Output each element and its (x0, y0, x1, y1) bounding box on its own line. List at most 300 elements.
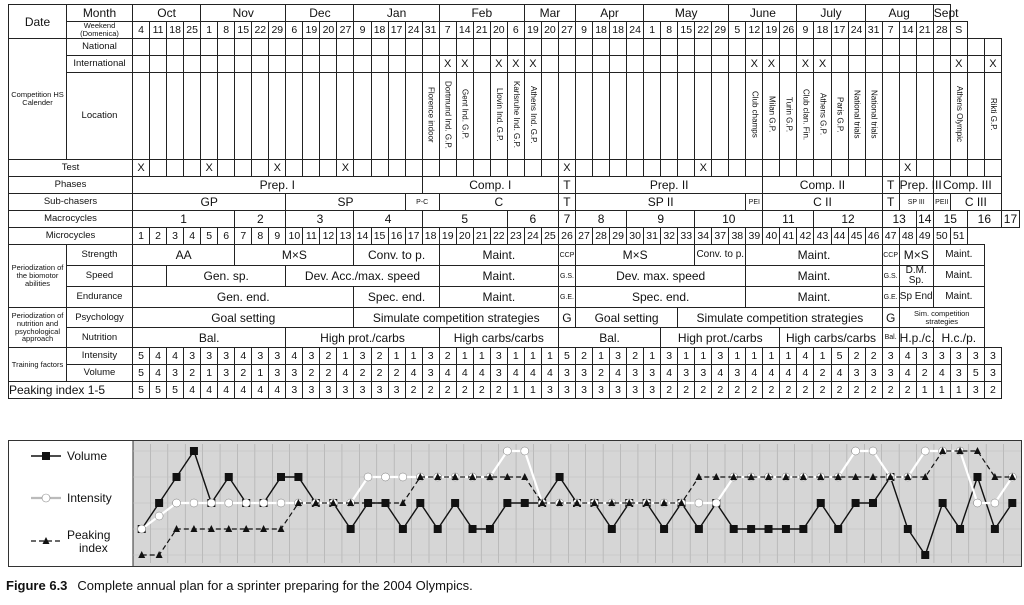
month-cell: July (797, 5, 865, 22)
location-cell (473, 73, 490, 160)
volume-cell: 4 (473, 365, 490, 382)
international-cell (541, 56, 558, 73)
volume-point (173, 473, 181, 481)
volume-cell: 3 (218, 365, 235, 382)
volume-point (782, 525, 790, 533)
national-cell (712, 39, 729, 56)
weekend-cell: 18 (814, 22, 831, 39)
volume-cell: 4 (150, 365, 167, 382)
biomotor-segment: Maint. (933, 245, 984, 266)
intensity-cell: 4 (286, 348, 303, 365)
microcycle-cell: 31 (644, 228, 661, 245)
intensity-cell: 1 (678, 348, 695, 365)
weekend-cell: 28 (933, 22, 950, 39)
peaking-cell: 2 (439, 382, 456, 399)
weekend-cell: 24 (405, 22, 422, 39)
nutrition-segment: G (882, 308, 899, 328)
test-cell (541, 160, 558, 177)
location-cell (337, 73, 354, 160)
intensity-cell: 3 (984, 348, 1001, 365)
nutrition-segment: Sim. competition strategies (899, 308, 984, 328)
weekend-cell: 29 (269, 22, 286, 39)
subphase-segment: C II (763, 194, 882, 211)
peaking-cell: 3 (644, 382, 661, 399)
location-cell (644, 73, 661, 160)
subphase-segment: T (882, 194, 899, 211)
international-cell: X (797, 56, 814, 73)
volume-point (939, 499, 947, 507)
biomotor-group-label: Periodization of the biomotor abilities (9, 245, 67, 308)
peaking-cell: 2 (763, 382, 780, 399)
location-cell (593, 73, 610, 160)
intensity-cell: 1 (507, 348, 524, 365)
phase-segment: Prep. I (133, 177, 423, 194)
test-cell (235, 160, 252, 177)
location-cell (576, 73, 593, 160)
volume-cell: 4 (337, 365, 354, 382)
nutrition-segment: Bal. (133, 328, 286, 348)
intensity-cell: 1 (524, 348, 541, 365)
intensity-cell: 2 (576, 348, 593, 365)
test-cell (456, 160, 473, 177)
test-cell (218, 160, 235, 177)
phase-segment: Comp. II (763, 177, 882, 194)
international-cell (967, 56, 984, 73)
national-cell (422, 39, 439, 56)
intensity-cell: 1 (729, 348, 746, 365)
microcycle-cell: 3 (167, 228, 184, 245)
subphase-segment: SP III (899, 194, 933, 211)
intensity-point (869, 447, 877, 455)
microcycle-cell: 20 (456, 228, 473, 245)
location-cell (252, 73, 269, 160)
location-cell (865, 73, 882, 160)
microcycle-cell: 6 (218, 228, 235, 245)
volume-cell: 4 (507, 365, 524, 382)
test-cell (712, 160, 729, 177)
national-cell (763, 39, 780, 56)
location-cell (507, 73, 524, 160)
intensity-point (852, 447, 860, 455)
national-cell (661, 39, 678, 56)
biomotor-segment: Maint. (439, 266, 558, 287)
month-header: Month (67, 5, 133, 22)
test-cell (865, 160, 882, 177)
volume-cell: 3 (644, 365, 661, 382)
test-cell: X (201, 160, 218, 177)
microcycle-cell: 17 (405, 228, 422, 245)
location-name: Dortmund Ind. G.P. (443, 80, 453, 149)
microcycle-cell: 44 (831, 228, 848, 245)
microcycle-cell: 12 (320, 228, 337, 245)
volume-cell: 2 (184, 365, 201, 382)
peaking-cell: 4 (184, 382, 201, 399)
test-cell (524, 160, 541, 177)
phase-segment: T (558, 177, 575, 194)
weekend-cell: 19 (303, 22, 320, 39)
national-cell (848, 39, 865, 56)
microcycle-cell: 29 (610, 228, 627, 245)
microcycle-cell: 23 (507, 228, 524, 245)
phases-label: Phases (9, 177, 133, 194)
peaking-label: Peaking index 1-5 (9, 382, 133, 399)
location-cell (541, 73, 558, 160)
figure-caption-text: Complete annual plan for a sprinter preparing for the 2004 Olympics. (77, 578, 473, 593)
volume-point (991, 525, 999, 533)
peaking-cell: 1 (916, 382, 933, 399)
volume-cell: 4 (899, 365, 916, 382)
intensity-point (242, 499, 250, 507)
intensity-cell: 1 (780, 348, 797, 365)
international-cell (252, 56, 269, 73)
peaking-point (156, 551, 163, 558)
weekend-cell: 21 (473, 22, 490, 39)
volume-cell: 3 (269, 365, 286, 382)
peaking-cell: 2 (422, 382, 439, 399)
intensity-cell: 3 (490, 348, 507, 365)
weekend-cell: 19 (524, 22, 541, 39)
weekend-cell: 14 (456, 22, 473, 39)
national-cell (729, 39, 746, 56)
volume-point (608, 525, 616, 533)
international-cell (916, 56, 933, 73)
microcycle-cell: 51 (950, 228, 967, 245)
national-cell (439, 39, 456, 56)
microcycle-cell: 16 (388, 228, 405, 245)
peaking-cell: 2 (797, 382, 814, 399)
volume-cell: 4 (439, 365, 456, 382)
international-cell (235, 56, 252, 73)
nutrition-segment: Bal. (882, 328, 899, 348)
nutrition-row (9, 328, 1020, 348)
intensity-cell: 2 (371, 348, 388, 365)
location-name: Gent Ind. G.P. (460, 89, 470, 140)
intensity-point (712, 499, 720, 507)
volume-cell: 2 (814, 365, 831, 382)
training-factors-label: Training factors (9, 348, 67, 382)
international-cell (661, 56, 678, 73)
international-cell (286, 56, 303, 73)
international-cell: X (950, 56, 967, 73)
peaking-cell: 2 (780, 382, 797, 399)
date-header: Date (9, 5, 67, 39)
location-name: Club clan. Fin. (801, 88, 811, 141)
volume-cell: 3 (167, 365, 184, 382)
peaking-cell: 5 (133, 382, 150, 399)
biomotor-row (9, 266, 1020, 287)
peaking-cell: 1 (950, 382, 967, 399)
nutrition-row (9, 308, 1020, 328)
location-name: National trials (869, 90, 879, 139)
test-cell (933, 160, 950, 177)
volume-cell: 2 (303, 365, 320, 382)
test-cell (507, 160, 524, 177)
biomotor-segment: D.M. Sp. (899, 266, 933, 287)
biomotor-segment (133, 266, 167, 287)
international-cell (712, 56, 729, 73)
test-cell (780, 160, 797, 177)
national-cell (507, 39, 524, 56)
peaking-cell: 2 (848, 382, 865, 399)
weekend-cell: 7 (439, 22, 456, 39)
peaking-cell: 2 (456, 382, 473, 399)
national-cell (303, 39, 320, 56)
peaking-cell: 2 (712, 382, 729, 399)
test-cell (252, 160, 269, 177)
national-cell (627, 39, 644, 56)
peaking-cell: 4 (201, 382, 218, 399)
volume-point (1008, 499, 1016, 507)
microcycles-label: Microcycles (9, 228, 133, 245)
macrocycle-segment: 6 (507, 211, 558, 228)
intensity-point (173, 499, 181, 507)
national-cell (167, 39, 184, 56)
intensity-cell: 1 (695, 348, 712, 365)
national-cell (320, 39, 337, 56)
location-label: Location (67, 73, 133, 160)
international-cell (593, 56, 610, 73)
volume-point (277, 473, 285, 481)
macrocycle-segment: 10 (695, 211, 763, 228)
weekend-cell: 22 (695, 22, 712, 39)
macrocycle-segment: 15 (933, 211, 967, 228)
volume-point (434, 525, 442, 533)
volume-point (834, 525, 842, 533)
test-cell (746, 160, 763, 177)
national-cell (184, 39, 201, 56)
volume-cell: 4 (763, 365, 780, 382)
volume-cell: 3 (627, 365, 644, 382)
peaking-cell: 2 (814, 382, 831, 399)
microcycle-cell: 33 (678, 228, 695, 245)
weekend-cell: 29 (712, 22, 729, 39)
subphase-segment: PEII (933, 194, 950, 211)
volume-label: Volume (67, 365, 133, 382)
month-cell: Feb (439, 5, 524, 22)
month-cell: Jan (354, 5, 439, 22)
subphase-segment: SP (286, 194, 405, 211)
national-cell (610, 39, 627, 56)
weekend-cell: 4 (133, 22, 150, 39)
location-cell (916, 73, 933, 160)
intensity-point (521, 447, 529, 455)
national-cell (201, 39, 218, 56)
weekend-cell: 9 (576, 22, 593, 39)
biomotor-segment: Sp End (899, 287, 933, 308)
national-cell (218, 39, 235, 56)
microcycle-cell: 28 (593, 228, 610, 245)
test-cell (405, 160, 422, 177)
peaking-cell: 3 (337, 382, 354, 399)
peaking-cell: 5 (167, 382, 184, 399)
international-cell (405, 56, 422, 73)
microcycle-cell: 15 (371, 228, 388, 245)
location-cell (627, 73, 644, 160)
microcycle-cell: 2 (150, 228, 167, 245)
weekend-cell: 9 (797, 22, 814, 39)
international-cell (150, 56, 167, 73)
macrocycle-segment: 2 (235, 211, 286, 228)
intensity-point (260, 499, 268, 507)
intensity-cell: 2 (848, 348, 865, 365)
weekend-cell: 12 (746, 22, 763, 39)
macrocycles-row (9, 211, 1020, 228)
national-cell (984, 39, 1001, 56)
subphase-segment: T (558, 194, 575, 211)
location-cell (456, 73, 473, 160)
biomotor-segment: CCP (558, 245, 575, 266)
volume-cell: 5 (967, 365, 984, 382)
test-cell (371, 160, 388, 177)
intensity-cell: 3 (218, 348, 235, 365)
international-cell (337, 56, 354, 73)
location-cell (490, 73, 507, 160)
international-row (9, 56, 1020, 73)
international-cell (320, 56, 337, 73)
international-label: International (67, 56, 133, 73)
microcycle-cell: 43 (814, 228, 831, 245)
location-cell (439, 73, 456, 160)
national-cell (524, 39, 541, 56)
location-cell (320, 73, 337, 160)
location-name: Club champs (750, 91, 760, 138)
phase-segment: Comp. I (422, 177, 558, 194)
volume-point (416, 499, 424, 507)
test-cell (473, 160, 490, 177)
test-cell: X (558, 160, 575, 177)
test-cell (303, 160, 320, 177)
weekend-cell: 6 (507, 22, 524, 39)
macrocycle-segment: 5 (422, 211, 507, 228)
intensity-cell: 1 (644, 348, 661, 365)
biomotor-segment: Maint. (933, 266, 984, 287)
biomotor-row (9, 245, 1020, 266)
peaking-cell: 2 (473, 382, 490, 399)
volume-point (556, 473, 564, 481)
international-cell (865, 56, 882, 73)
national-cell (490, 39, 507, 56)
location-cell (286, 73, 303, 160)
nutrition-segment: High prot./carbs (286, 328, 439, 348)
international-cell (627, 56, 644, 73)
nutrition-segment: Simulate competition strategies (678, 308, 882, 328)
location-cell (678, 73, 695, 160)
macrocycle-segment: 11 (763, 211, 814, 228)
weekend-cell: 19 (763, 22, 780, 39)
peaking-cell: 3 (371, 382, 388, 399)
microcycle-cell: 32 (661, 228, 678, 245)
nutrition-segment: H.p./c. (899, 328, 933, 348)
location-cell (848, 73, 865, 160)
national-cell (950, 39, 967, 56)
international-cell (610, 56, 627, 73)
intensity-cell: 1 (763, 348, 780, 365)
macrocycle-segment: 8 (576, 211, 627, 228)
weekend-cell: 20 (541, 22, 558, 39)
intensity-cell: 1 (541, 348, 558, 365)
location-cell (899, 73, 916, 160)
month-cell: Mar (524, 5, 575, 22)
national-cell (354, 39, 371, 56)
location-cell (933, 73, 950, 160)
figure-number: Figure 6.3 (6, 578, 68, 593)
international-cell (218, 56, 235, 73)
nutrition-segment: High prot./carbs (661, 328, 780, 348)
volume-cell: 4 (797, 365, 814, 382)
intensity-label: Intensity (67, 348, 133, 365)
peaking-cell: 3 (967, 382, 984, 399)
nutrition-segment: Bal. (558, 328, 660, 348)
national-cell (797, 39, 814, 56)
volume-point (521, 499, 529, 507)
weekend-cell: 24 (848, 22, 865, 39)
weekend-cell: 27 (337, 22, 354, 39)
location-cell (218, 73, 235, 160)
international-cell (882, 56, 899, 73)
figure-caption (6, 578, 473, 593)
volume-point (190, 447, 198, 455)
national-cell (695, 39, 712, 56)
intensity-cell: 2 (865, 348, 882, 365)
microcycle-cell: 47 (882, 228, 899, 245)
peaking-cell: 2 (490, 382, 507, 399)
peaking-cell: 2 (405, 382, 422, 399)
peaking-cell: 2 (984, 382, 1001, 399)
international-cell (388, 56, 405, 73)
biomotor-segment: Gen. end. (133, 287, 354, 308)
subphase-segment: PEI (746, 194, 763, 211)
intensity-point (973, 499, 981, 507)
international-cell (269, 56, 286, 73)
biomotor-segment: Maint. (746, 287, 882, 308)
nutrition-group-label: Periodization of nutrition and psychological approach (9, 308, 67, 348)
intensity-cell: 4 (167, 348, 184, 365)
volume-cell: 5 (133, 365, 150, 382)
weekend-cell: 31 (422, 22, 439, 39)
weekend-cell: 7 (882, 22, 899, 39)
location-cell (984, 73, 1001, 160)
volume-point (294, 473, 302, 481)
location-cell (780, 73, 797, 160)
peaking-cell: 3 (303, 382, 320, 399)
intensity-cell: 3 (610, 348, 627, 365)
volume-cell: 4 (661, 365, 678, 382)
intensity-cell: 5 (558, 348, 575, 365)
volume-cell: 4 (780, 365, 797, 382)
test-cell (150, 160, 167, 177)
international-cell: X (490, 56, 507, 73)
month-cell: Dec (286, 5, 354, 22)
nutrition-segment: Simulate competition strategies (354, 308, 558, 328)
intensity-cell: 3 (201, 348, 218, 365)
test-cell (354, 160, 371, 177)
weekend-cell: 21 (916, 22, 933, 39)
international-cell: X (439, 56, 456, 73)
volume-cell: 3 (678, 365, 695, 382)
national-cell (252, 39, 269, 56)
intensity-point (503, 447, 511, 455)
intensity-cell: 3 (303, 348, 320, 365)
international-cell: X (524, 56, 541, 73)
biomotor-segment: G.S. (558, 266, 575, 287)
test-cell (286, 160, 303, 177)
test-cell (814, 160, 831, 177)
biomotor-row-label: Strength (67, 245, 133, 266)
microcycle-cell: 18 (422, 228, 439, 245)
peaking-cell: 1 (507, 382, 524, 399)
month-cell: Oct (133, 5, 201, 22)
microcycle-cell: 37 (712, 228, 729, 245)
